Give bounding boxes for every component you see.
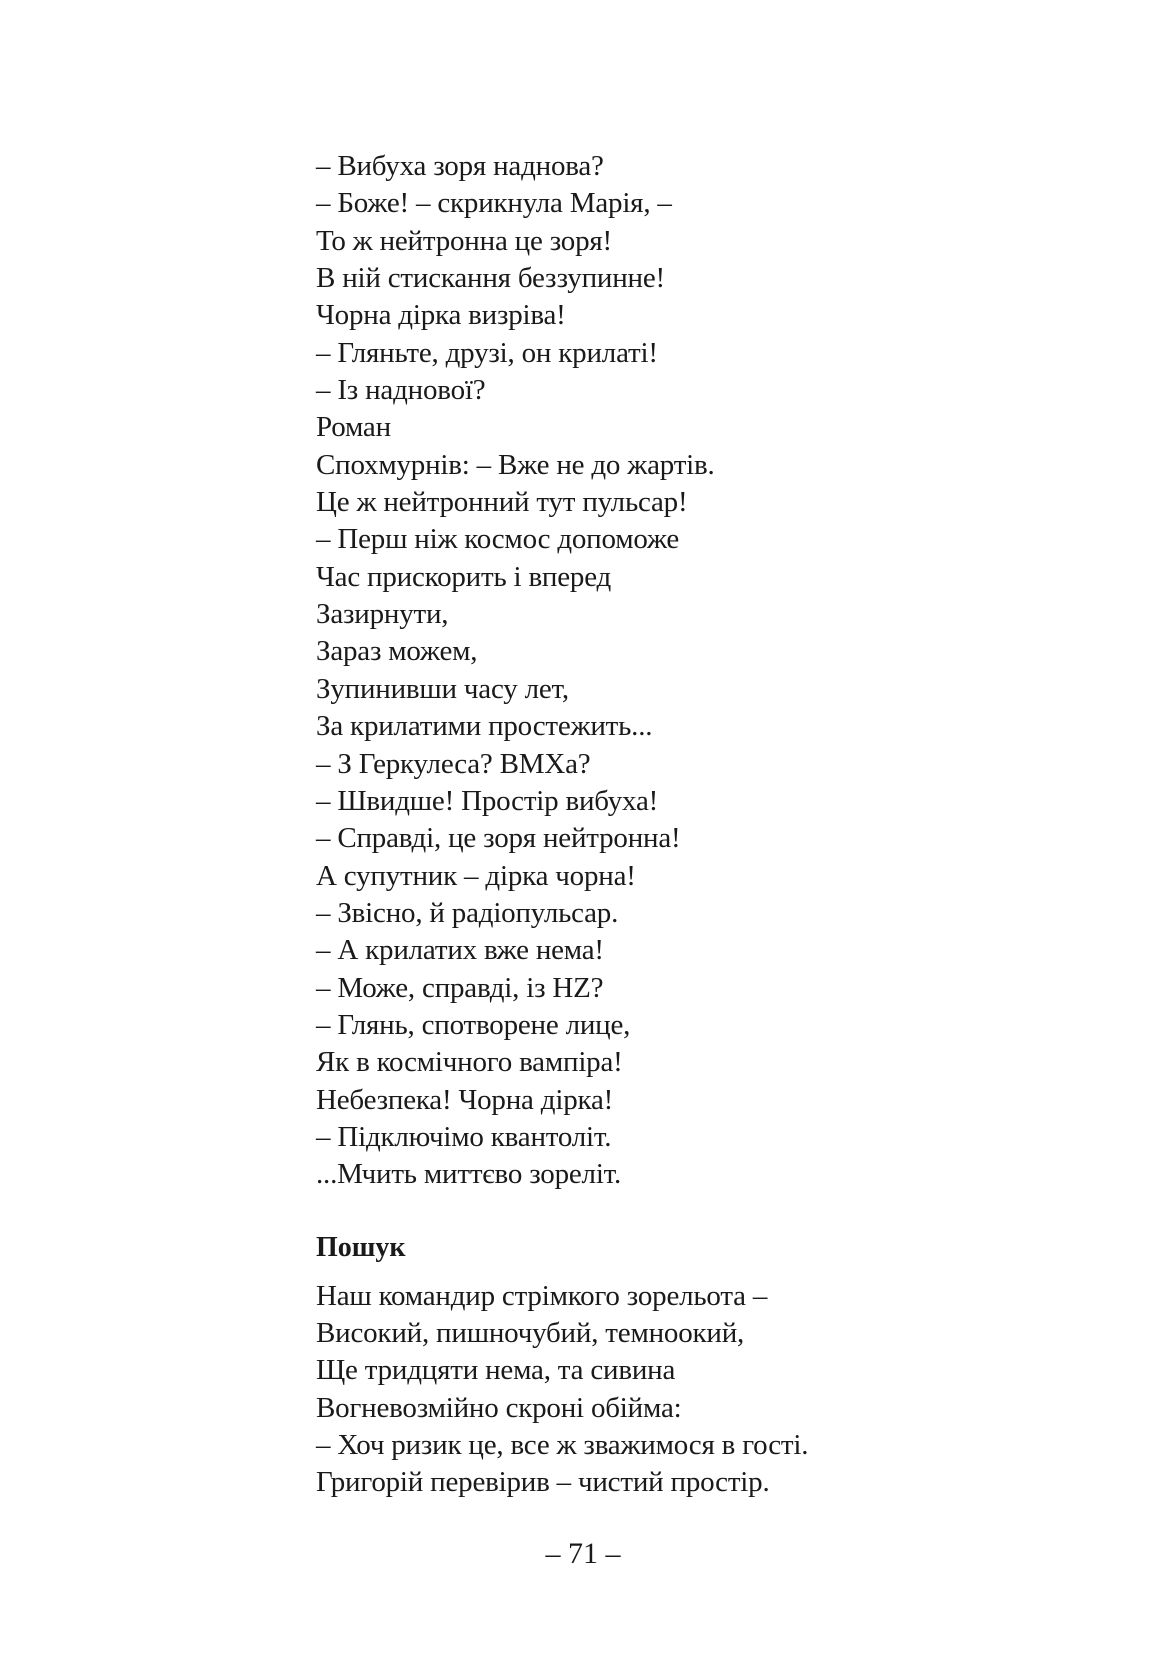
poem-line: – Боже! – скрикнула Марія, –: [316, 187, 672, 220]
poem-line: ...Мчить миттєво зореліт.: [316, 1158, 622, 1191]
poem-line: Спохмурнів: – Вже не до жартів.: [316, 448, 715, 481]
poem-line: – Із наднової?: [316, 374, 486, 407]
poem-line: Небезпека! Чорна дірка!: [316, 1083, 614, 1116]
poem-line: Це ж нейтронний тут пульсар!: [316, 486, 688, 519]
poem-line: Роман: [316, 411, 391, 444]
poem-line: – Звісно, й радіопульсар.: [316, 896, 619, 929]
poem-line: Час прискорить і вперед: [316, 560, 612, 593]
section-title: Пошук: [316, 1231, 406, 1263]
poem-line: Чорна дірка визріва!: [316, 299, 566, 332]
poem-line: Зазирнути,: [316, 598, 449, 631]
poem-line: – Хоч ризик це, все ж зважимося в гості.: [316, 1428, 809, 1461]
poem-line: Григорій перевірив – чистий простір.: [316, 1466, 770, 1499]
poem-line: – З Геркулеса? ВМХа?: [316, 747, 591, 780]
poem-line: – Швидше! Простір вибуха!: [316, 784, 659, 817]
poem-line: Високий, пишночубий, темноокий,: [316, 1316, 745, 1349]
poem-line: Ще тридцяти нема, та сивина: [316, 1354, 676, 1387]
poem-line: Вогневозмійно скроні обійма:: [316, 1391, 682, 1424]
poem-line: – Може, справді, із HZ?: [316, 971, 604, 1004]
poem-line: – Вибуха зоря наднова?: [316, 150, 604, 182]
poem-line: – Гляньте, друзі, он крилаті!: [316, 336, 658, 369]
poem-line: – А крилатих вже нема!: [316, 934, 604, 967]
page-number: – 71 –: [545, 1537, 621, 1570]
poem-line: – Справді, це зоря нейтронна!: [316, 822, 681, 855]
poem-continued: [316, 148, 1016, 1194]
poem-line: – Підключімо квантоліт.: [316, 1120, 612, 1153]
poem-line: В ній стискання беззупинне!: [316, 262, 665, 295]
poem-line: – Перш ніж космос допоможе: [316, 523, 680, 556]
page-text: [316, 148, 1016, 1501]
poem-line: Як в космічного вампіра!: [316, 1046, 623, 1079]
poem-line: Наш командир стрімкого зорельота –: [316, 1279, 768, 1312]
poem-line: А супутник – дірка чорна!: [316, 859, 636, 892]
poem-line: За крилатими простежить...: [316, 710, 653, 743]
poem-line: Зупинивши часу лет,: [316, 672, 569, 705]
poem-line: Зараз можем,: [316, 635, 478, 668]
poem-line: – Глянь, спотворене лице,: [316, 1008, 631, 1041]
poem-line: То ж нейтронна це зоря!: [316, 224, 612, 257]
poem-section: [316, 1278, 1016, 1502]
